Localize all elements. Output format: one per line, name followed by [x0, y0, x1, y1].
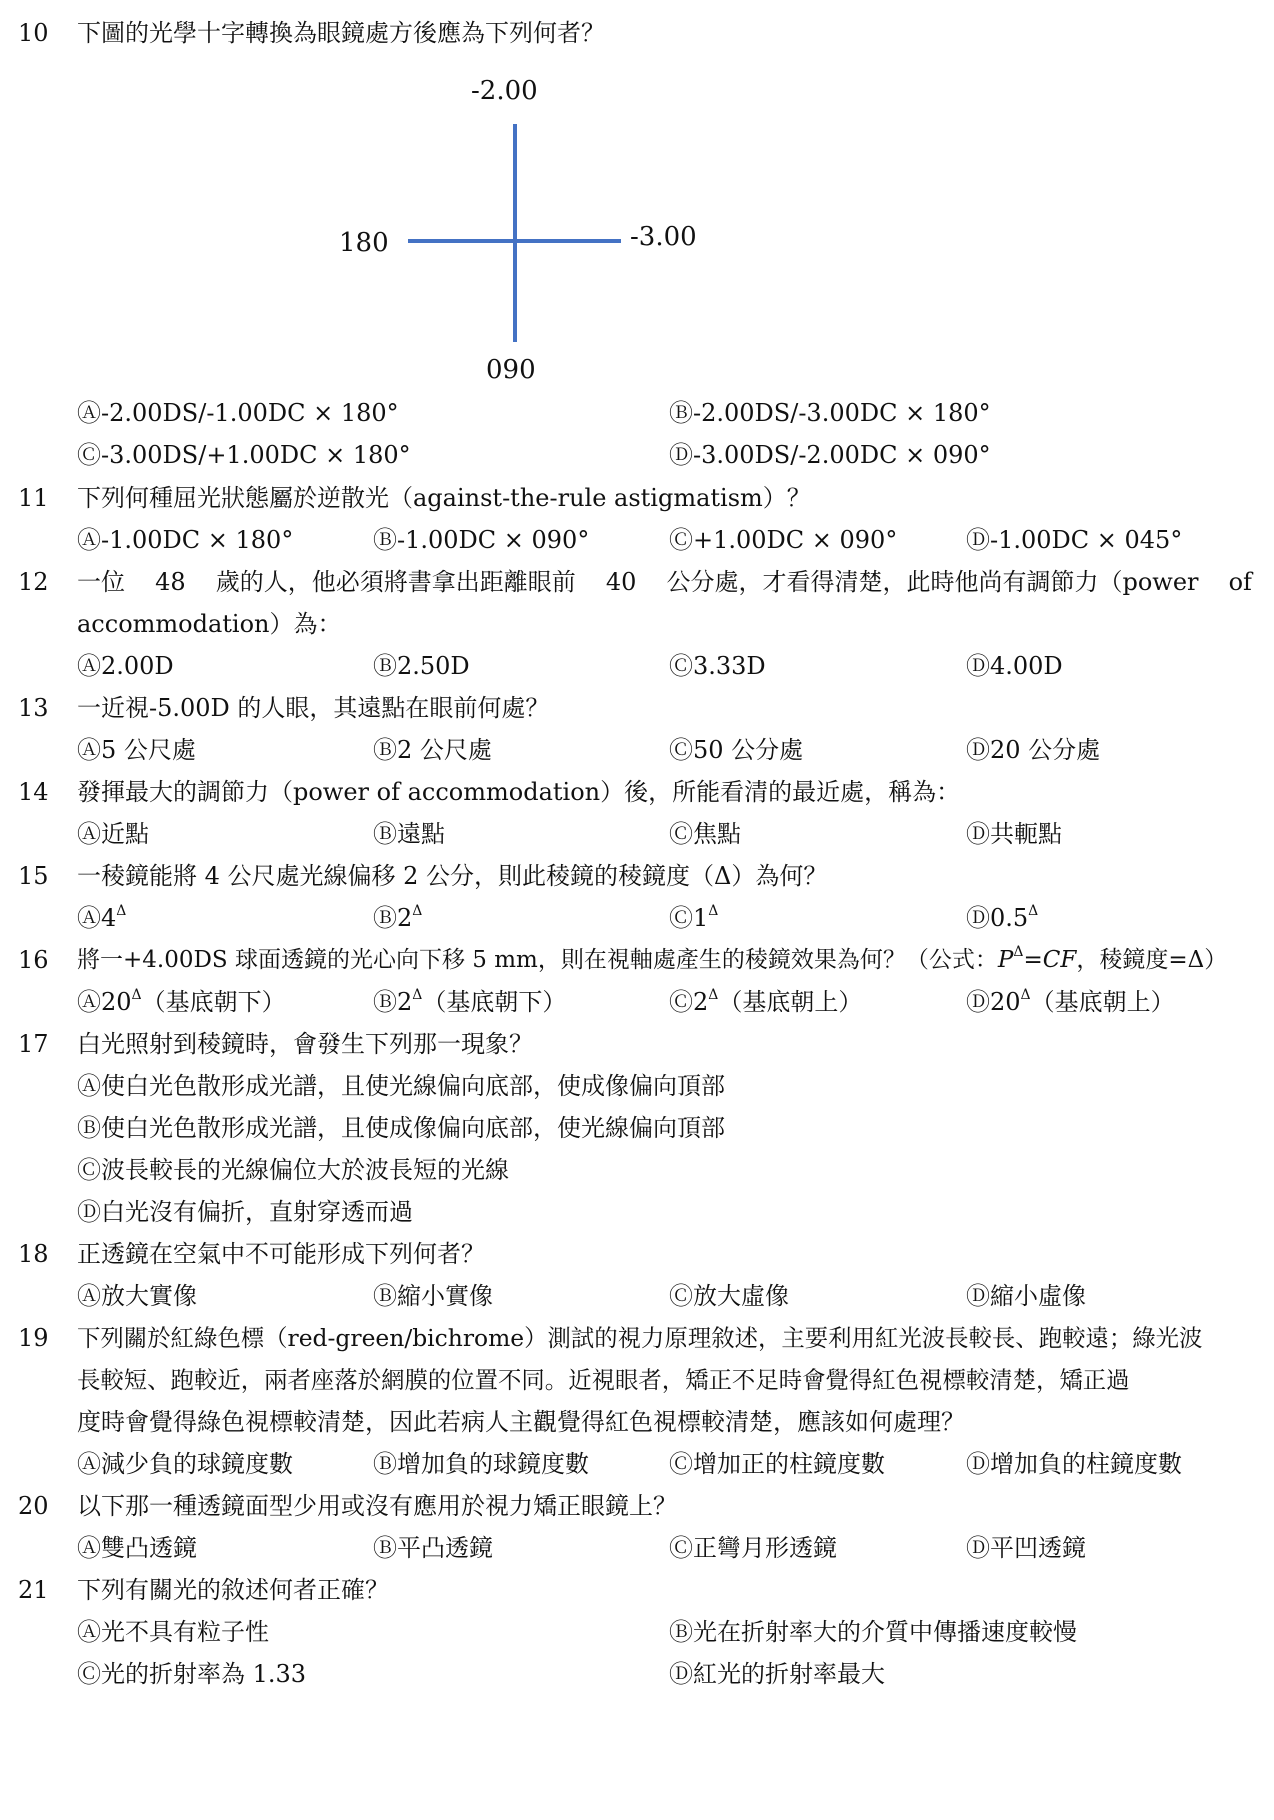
option-d	[966, 987, 1175, 1017]
option-text: Ⓑ2	[373, 904, 413, 932]
option-text: Ⓐ20	[77, 988, 132, 1016]
option-b: Ⓑ2 公尺處	[373, 736, 492, 764]
question-stem: 正透鏡在空氣中不可能形成下列何者？	[77, 1240, 485, 1268]
question-stem: 以下那一種透鏡面型少用或沒有應用於視力矯正眼鏡上？	[77, 1492, 677, 1520]
option-text: Ⓐ4	[77, 904, 117, 932]
question-number: 16	[18, 946, 49, 974]
option-a: Ⓐ近點	[77, 820, 149, 848]
option-a: Ⓐ放大實像	[77, 1282, 197, 1310]
option-c: Ⓒ放大虛像	[669, 1282, 789, 1310]
question-number: 13	[18, 694, 49, 722]
option-a: Ⓐ5 公尺處	[77, 736, 196, 764]
cross-right-label: -3.00	[630, 222, 697, 252]
option-b: Ⓑ-2.00DS/-3.00DC × 180°	[669, 399, 991, 427]
prism-symbol: Δ	[131, 987, 142, 1003]
question-stem: 發揮最大的調節力（power of accommodation）後，所能看清的最近處，稱為：	[77, 778, 961, 806]
prism-symbol: Δ	[412, 987, 423, 1003]
question-stem: 下列有關光的敘述何者正確？	[77, 1576, 389, 1604]
question-stem: 一近視-5.00D 的人眼，其遠點在眼前何處？	[77, 694, 550, 722]
option-a: Ⓐ光不具有粒子性	[77, 1618, 269, 1646]
option-d: Ⓓ紅光的折射率最大	[669, 1660, 885, 1688]
question-stem-line1: 下列關於紅綠色標（red-green/bichrome）測試的視力原理敘述，主要利用紅光波長較長、跑較遠；綠光波	[77, 1324, 1203, 1352]
option-d: Ⓓ-3.00DS/-2.00DC × 090°	[669, 441, 991, 469]
option-text: Ⓓ0.5	[966, 904, 1029, 932]
question-stem: 下圖的光學十字轉換為眼鏡處方後應為下列何者？	[77, 19, 605, 47]
question-number: 12	[18, 568, 49, 596]
question-number: 21	[18, 1576, 49, 1604]
prism-symbol: Δ	[1013, 944, 1024, 961]
option-c: Ⓒ焦點	[669, 820, 741, 848]
option-d: Ⓓ白光沒有偏折，直射穿透而過	[77, 1198, 413, 1226]
option-b	[373, 987, 566, 1017]
option-text: （基底朝上）	[718, 988, 863, 1016]
question-stem: 白光照射到稜鏡時，會發生下列那一現象？	[77, 1030, 533, 1058]
option-b: Ⓑ2.50D	[373, 652, 470, 680]
option-d: Ⓓ20 公分處	[966, 736, 1101, 764]
prism-symbol: Δ	[116, 903, 127, 919]
option-c: Ⓒ50 公分處	[669, 736, 804, 764]
option-b: Ⓑ縮小實像	[373, 1282, 493, 1310]
option-c	[669, 903, 718, 933]
question-number: 19	[18, 1324, 49, 1352]
option-c: Ⓒ+1.00DC × 090°	[669, 526, 898, 554]
question-number: 18	[18, 1240, 49, 1268]
option-text: （基底朝下）	[141, 988, 286, 1016]
option-text: Ⓒ2	[669, 988, 709, 1016]
question-number: 15	[18, 862, 49, 890]
stem-part: 歲的人，他必須將書拿出距離眼前	[215, 568, 576, 596]
option-text: Ⓓ20	[966, 988, 1021, 1016]
prism-symbol: Δ	[1020, 987, 1031, 1003]
formula-equals: =	[1023, 947, 1043, 973]
option-a	[77, 903, 126, 933]
prism-symbol: Δ	[708, 903, 719, 919]
option-b: Ⓑ光在折射率大的介質中傳播速度較慢	[669, 1618, 1077, 1646]
option-d: Ⓓ增加負的柱鏡度數	[966, 1450, 1182, 1478]
option-b: Ⓑ遠點	[373, 820, 445, 848]
option-b	[373, 903, 422, 933]
stem-part: 40	[605, 568, 637, 596]
option-c: Ⓒ波長較長的光線偏位大於波長短的光線	[77, 1156, 509, 1184]
question-number: 11	[18, 484, 49, 512]
prism-symbol: Δ	[1028, 903, 1039, 919]
question-stem-line2: accommodation）為：	[77, 610, 342, 638]
cross-bottom-label: 090	[486, 355, 536, 385]
option-text: （基底朝下）	[422, 988, 567, 1016]
stem-part: of	[1228, 568, 1252, 596]
stem-part: 48	[155, 568, 186, 596]
question-stem: 下列何種屈光狀態屬於逆散光（against-the-rule astigmatism）？	[77, 484, 811, 512]
option-d: Ⓓ平凹透鏡	[966, 1534, 1086, 1562]
question-stem-line1	[77, 567, 1252, 597]
option-c: Ⓒ增加正的柱鏡度數	[669, 1450, 885, 1478]
prism-symbol: Δ	[708, 987, 719, 1003]
question-number: 20	[18, 1492, 49, 1520]
option-a: Ⓐ使白光色散形成光譜，且使光線偏向底部，使成像偏向頂部	[77, 1072, 725, 1100]
option-a: Ⓐ-2.00DS/-1.00DC × 180°	[77, 399, 399, 427]
option-a: Ⓐ-1.00DC × 180°	[77, 526, 294, 554]
option-text: （基底朝上）	[1030, 988, 1175, 1016]
question-stem-line3: 度時會覺得綠色視標較清楚，因此若病人主觀覺得紅色視標較清楚，應該如何處理？	[77, 1408, 965, 1436]
option-c	[669, 987, 862, 1017]
option-d: Ⓓ-1.00DC × 045°	[966, 526, 1183, 554]
formula-p: P	[997, 947, 1014, 973]
stem-part: ，稜鏡度=Δ）	[1076, 947, 1228, 973]
question-number: 17	[18, 1030, 49, 1058]
question-stem-line2: 長較短、跑較近，兩者座落於網膜的位置不同。近視眼者，矯正不足時會覺得紅色視標較清楚，矯正過	[77, 1366, 1130, 1394]
stem-part: 將一+4.00DS 球面透鏡的光心向下移 5 mm，則在視軸處產生的稜鏡效果為何？（公式：	[77, 947, 998, 973]
option-d: Ⓓ共軛點	[966, 820, 1062, 848]
option-c: Ⓒ-3.00DS/+1.00DC × 180°	[77, 441, 411, 469]
question-stem: 一稜鏡能將 4 公尺處光線偏移 2 公分，則此稜鏡的稜鏡度（Δ）為何？	[77, 862, 828, 890]
option-text: Ⓒ1	[669, 904, 709, 932]
option-a: Ⓐ2.00D	[77, 652, 174, 680]
cross-left-label: 180	[339, 228, 389, 258]
stem-part: 一位	[77, 568, 125, 596]
option-b: Ⓑ-1.00DC × 090°	[373, 526, 590, 554]
cross-top-label: -2.00	[471, 76, 538, 106]
stem-part: 公分處，才看得清楚，此時他尚有調節力（power	[666, 568, 1199, 596]
prism-symbol: Δ	[412, 903, 423, 919]
option-b: Ⓑ平凸透鏡	[373, 1534, 493, 1562]
option-d: Ⓓ4.00D	[966, 652, 1063, 680]
question-number: 14	[18, 778, 49, 806]
formula-cf: CF	[1042, 947, 1077, 973]
option-text: Ⓑ2	[373, 988, 413, 1016]
option-c: Ⓒ正彎月形透鏡	[669, 1534, 837, 1562]
option-b: Ⓑ使白光色散形成光譜，且使成像偏向底部，使光線偏向頂部	[77, 1114, 725, 1142]
question-stem	[77, 945, 1227, 975]
option-a: Ⓐ減少負的球鏡度數	[77, 1450, 293, 1478]
option-c: Ⓒ3.33D	[669, 652, 766, 680]
option-c: Ⓒ光的折射率為 1.33	[77, 1660, 307, 1688]
option-a	[77, 987, 286, 1017]
option-a: Ⓐ雙凸透鏡	[77, 1534, 197, 1562]
option-b: Ⓑ增加負的球鏡度數	[373, 1450, 589, 1478]
option-d	[966, 903, 1038, 933]
option-d: Ⓓ縮小虛像	[966, 1282, 1086, 1310]
question-number: 10	[18, 19, 49, 47]
